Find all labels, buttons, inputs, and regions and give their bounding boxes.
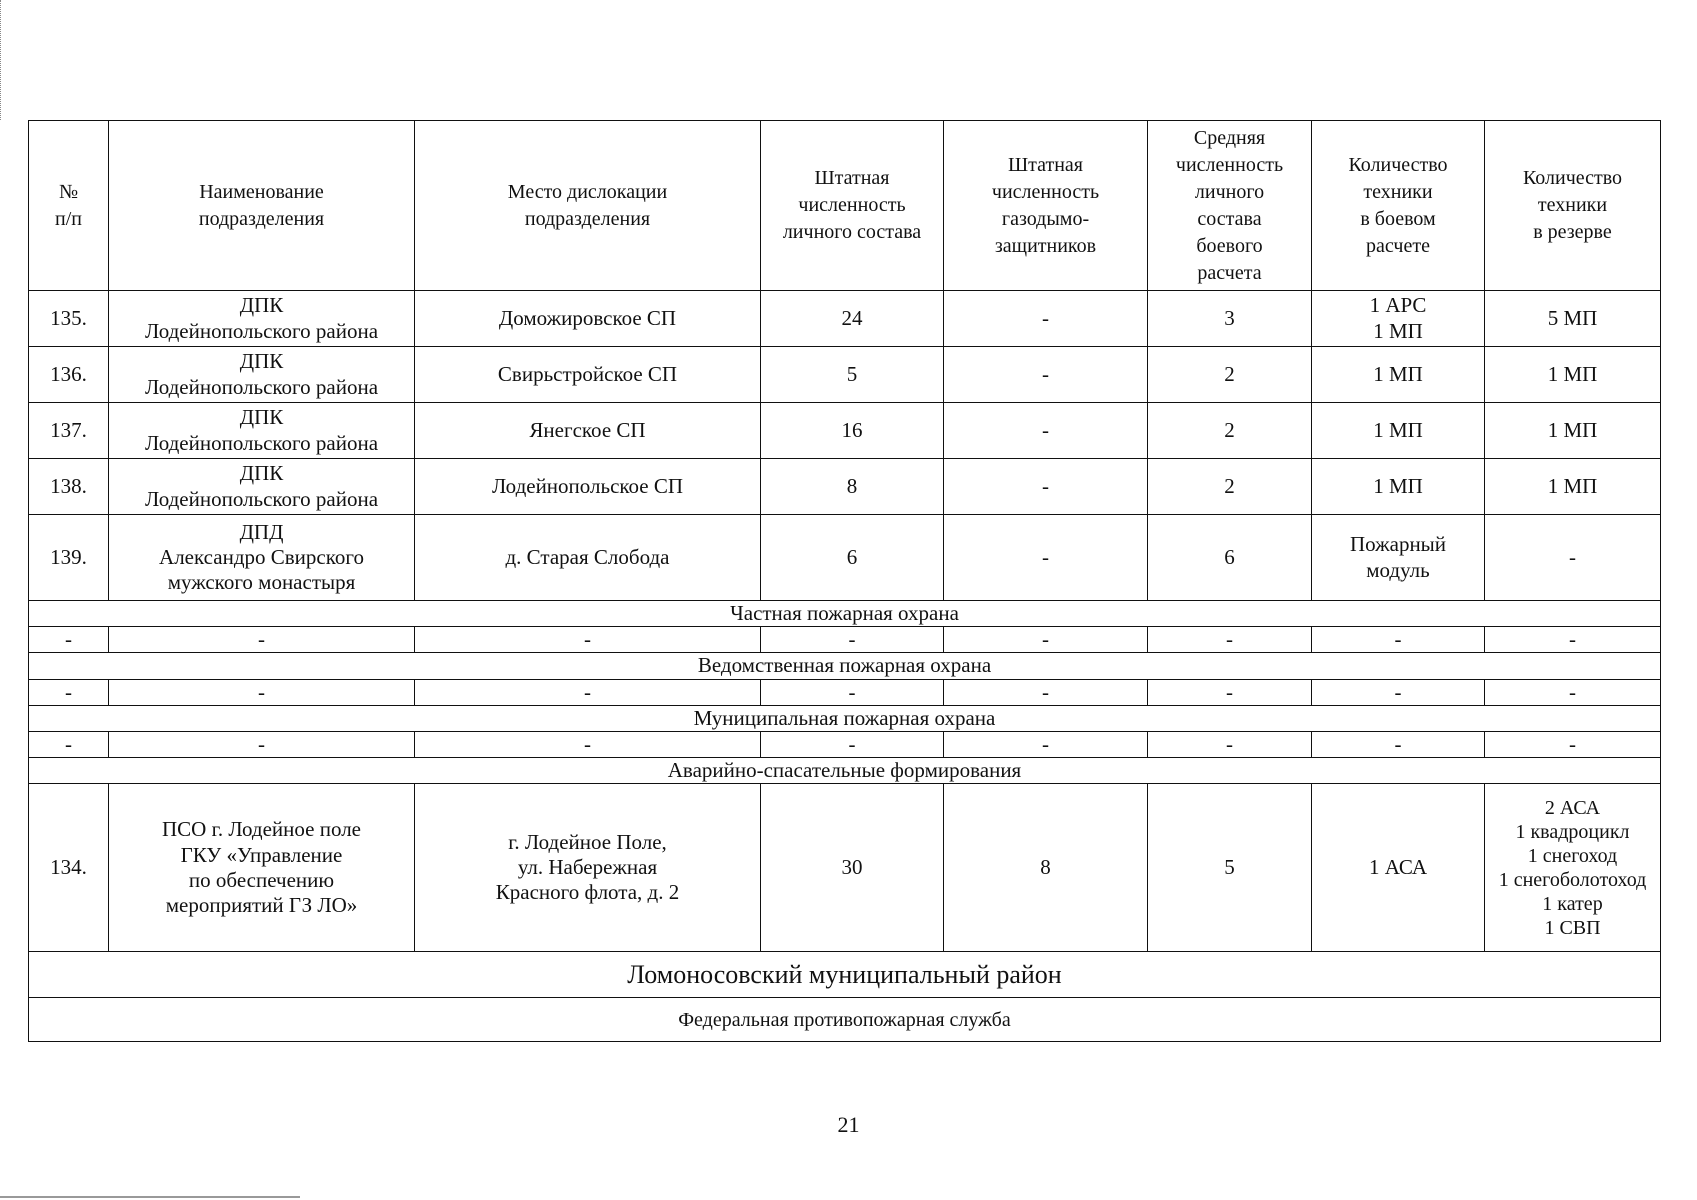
- cell-staff: 6: [761, 515, 944, 601]
- empty-row: [29, 731, 1661, 757]
- empty-cell: -: [761, 731, 944, 757]
- cell-location: д. Старая Слобода: [415, 515, 761, 601]
- cell-avg: 6: [1148, 515, 1312, 601]
- header-location: Место дислокации подразделения: [415, 121, 761, 291]
- section-title: Ведомственная пожарная охрана: [29, 653, 1661, 679]
- cell-location: Лодейнопольское СП: [415, 459, 761, 515]
- cell-num: 134.: [29, 784, 109, 952]
- table-row: [29, 403, 1661, 459]
- header-equipment-reserve: Количество техники в резерве: [1485, 121, 1661, 291]
- cell-location: Свирьстройское СП: [415, 347, 761, 403]
- empty-cell: -: [1485, 731, 1661, 757]
- empty-cell: -: [415, 731, 761, 757]
- empty-cell: -: [944, 679, 1148, 705]
- cell-avg: 5: [1148, 784, 1312, 952]
- empty-cell: -: [761, 679, 944, 705]
- empty-cell: -: [29, 627, 109, 653]
- empty-cell: -: [29, 731, 109, 757]
- cell-staff: 24: [761, 291, 944, 347]
- cell-staff: 5: [761, 347, 944, 403]
- table-row: [29, 291, 1661, 347]
- empty-cell: -: [1148, 731, 1312, 757]
- section-title: Аварийно-спасательные формирования: [29, 758, 1661, 784]
- table-row: [29, 515, 1661, 601]
- table-row: [29, 459, 1661, 515]
- empty-cell: -: [415, 679, 761, 705]
- section-title: Частная пожарная охрана: [29, 601, 1661, 627]
- table-header-row: [29, 121, 1661, 291]
- cell-reserve: 1 МП: [1485, 403, 1661, 459]
- section-row-federal: [29, 998, 1661, 1042]
- cell-reserve: 5 МП: [1485, 291, 1661, 347]
- header-staff: Штатная численность личного состава: [761, 121, 944, 291]
- fire-units-table: [28, 120, 1661, 1042]
- cell-name: ДПК Лодейнопольского района: [109, 459, 415, 515]
- empty-row: [29, 679, 1661, 705]
- section-row-rescue: [29, 758, 1661, 784]
- cell-staff: 30: [761, 784, 944, 952]
- section-row-departmental: [29, 653, 1661, 679]
- empty-cell: -: [1312, 679, 1485, 705]
- empty-cell: -: [415, 627, 761, 653]
- empty-cell: -: [1485, 627, 1661, 653]
- empty-cell: -: [944, 627, 1148, 653]
- cell-gas: -: [944, 347, 1148, 403]
- section-title: Федеральная противопожарная служба: [29, 998, 1661, 1042]
- cell-duty: Пожарный модуль: [1312, 515, 1485, 601]
- cell-gas: -: [944, 403, 1148, 459]
- empty-cell: -: [109, 731, 415, 757]
- cell-num: 139.: [29, 515, 109, 601]
- cell-avg: 2: [1148, 403, 1312, 459]
- table-row: [29, 784, 1661, 952]
- cell-location: Янегское СП: [415, 403, 761, 459]
- empty-cell: -: [1485, 679, 1661, 705]
- empty-cell: -: [1148, 627, 1312, 653]
- cell-reserve: -: [1485, 515, 1661, 601]
- cell-duty: 1 АСА: [1312, 784, 1485, 952]
- cell-duty: 1 МП: [1312, 347, 1485, 403]
- scan-edge-bottom: [0, 1196, 300, 1198]
- cell-staff: 16: [761, 403, 944, 459]
- cell-duty: 1 МП: [1312, 403, 1485, 459]
- empty-row: [29, 627, 1661, 653]
- cell-name: ПСО г. Лодейное поле ГКУ «Управление по обеспечению мероприятий ГЗ ЛО»: [109, 784, 415, 952]
- cell-gas: -: [944, 515, 1148, 601]
- cell-name: ДПД Александро Свирского мужского монастыря: [109, 515, 415, 601]
- header-equipment-duty: Количество техники в боевом расчете: [1312, 121, 1485, 291]
- district-title: Ломоносовский муниципальный район: [29, 952, 1661, 998]
- cell-gas: -: [944, 459, 1148, 515]
- empty-cell: -: [29, 679, 109, 705]
- cell-name: ДПК Лодейнопольского района: [109, 291, 415, 347]
- cell-name: ДПК Лодейнопольского района: [109, 347, 415, 403]
- header-gas-protectors: Штатная численность газодымо- защитников: [944, 121, 1148, 291]
- page-number: 21: [837, 1112, 860, 1137]
- empty-cell: -: [1312, 731, 1485, 757]
- scan-edge-top: [0, 0, 3, 120]
- cell-avg: 3: [1148, 291, 1312, 347]
- empty-cell: -: [761, 627, 944, 653]
- cell-gas: -: [944, 291, 1148, 347]
- empty-cell: -: [109, 679, 415, 705]
- cell-avg: 2: [1148, 347, 1312, 403]
- cell-location: Доможировское СП: [415, 291, 761, 347]
- cell-duty: 1 МП: [1312, 459, 1485, 515]
- empty-cell: -: [1148, 679, 1312, 705]
- cell-gas: 8: [944, 784, 1148, 952]
- cell-avg: 2: [1148, 459, 1312, 515]
- cell-reserve: 1 МП: [1485, 347, 1661, 403]
- header-avg-crew: Средняя численность личного состава боевого расчета: [1148, 121, 1312, 291]
- cell-reserve: 2 АСА 1 квадроцикл 1 снегоход 1 снегоболотоход 1 катер 1 СВП: [1485, 784, 1661, 952]
- empty-cell: -: [944, 731, 1148, 757]
- district-row: [29, 952, 1661, 998]
- cell-reserve: 1 МП: [1485, 459, 1661, 515]
- cell-num: 138.: [29, 459, 109, 515]
- section-row-private: [29, 601, 1661, 627]
- cell-name: ДПК Лодейнопольского района: [109, 403, 415, 459]
- section-row-municipal: [29, 705, 1661, 731]
- empty-cell: -: [1312, 627, 1485, 653]
- cell-duty: 1 АРС 1 МП: [1312, 291, 1485, 347]
- cell-location: г. Лодейное Поле, ул. Набережная Красного флота, д. 2: [415, 784, 761, 952]
- empty-cell: -: [109, 627, 415, 653]
- cell-staff: 8: [761, 459, 944, 515]
- table-row: [29, 347, 1661, 403]
- cell-num: 135.: [29, 291, 109, 347]
- cell-num: 136.: [29, 347, 109, 403]
- cell-num: 137.: [29, 403, 109, 459]
- header-name: Наименование подразделения: [109, 121, 415, 291]
- section-title: Муниципальная пожарная охрана: [29, 705, 1661, 731]
- header-num: № п/п: [29, 121, 109, 291]
